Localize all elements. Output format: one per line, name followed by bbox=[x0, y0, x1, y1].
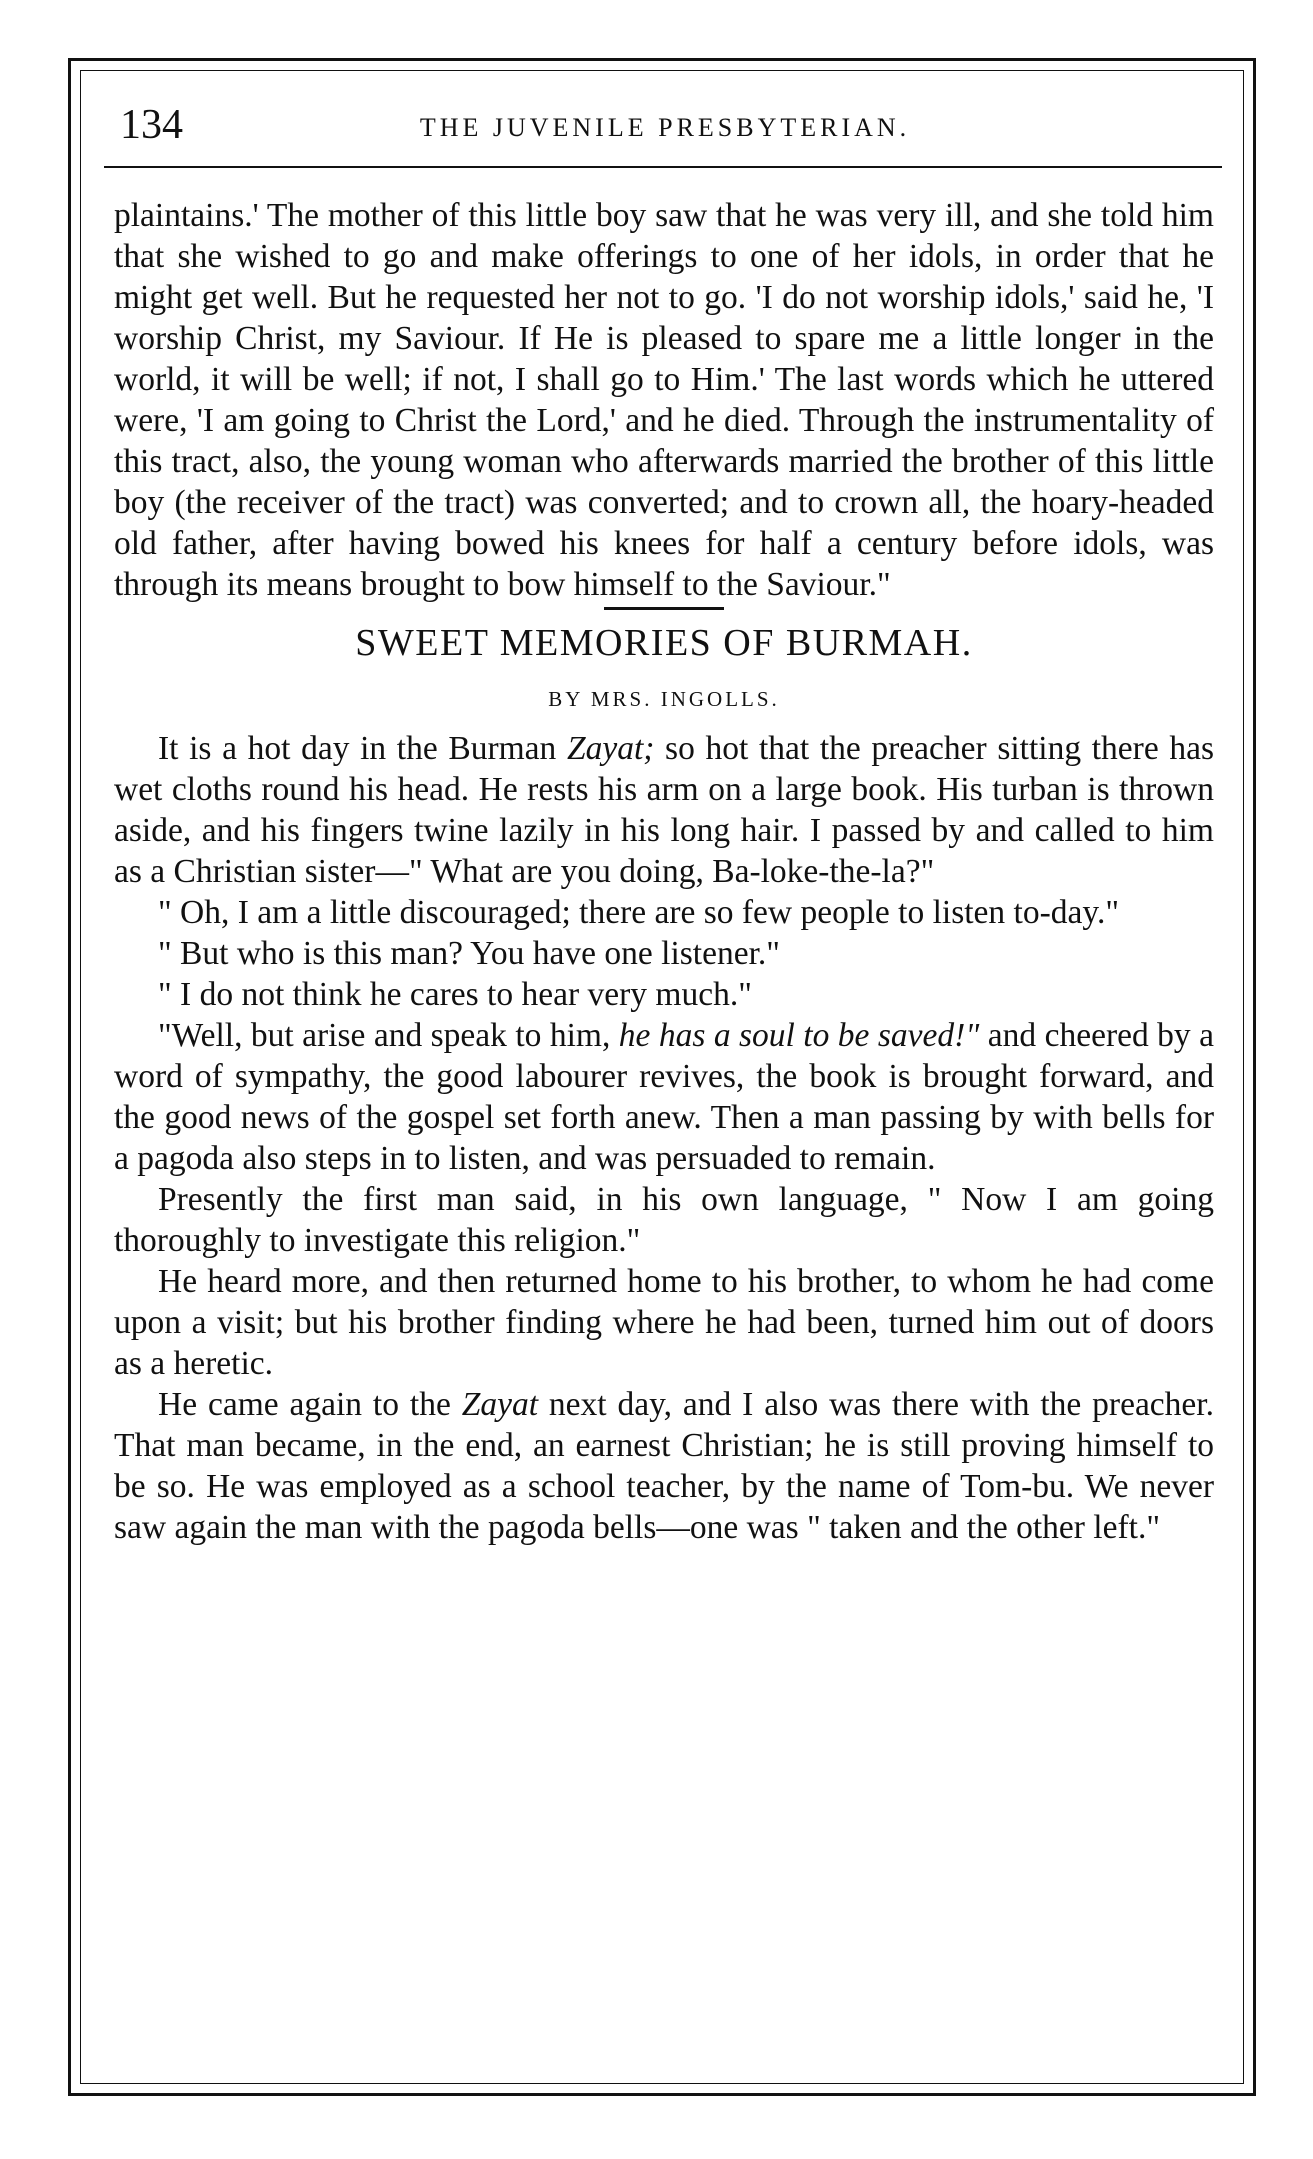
paragraph-6: Presently the first man said, in his own language, " Now I am going thoroughly to investigate this religion." bbox=[114, 1181, 1214, 1259]
continued-paragraph: plaintains.' The mother of this little boy saw that he was very ill, and she told him that she wished to go and make offerings to one of her idols, in order that he might get well. But he requested her not to go. 'I do not worship idols,' said he, 'I worship Christ, my Saviour. If He is pleased to spare me a little longer in the world, it will be well; if not, I shall go to Him.' The last words which he uttered were, 'I am going to Christ the Lord,' and he died. Through the instrumentality of this tract, also, the young woman who afterwards married the brother of this little boy (the receiver of the tract) was converted; and to crown all, the hoary-headed old father, after having bowed his knees for half a century before idols, was through its means brought to bow himself to the Saviour." bbox=[114, 197, 1214, 603]
paragraph-5-italic: he has a soul to be saved!" bbox=[618, 1017, 980, 1054]
article-title: SWEET MEMORIES OF BURMAH. bbox=[355, 622, 973, 664]
paragraph-3: " But who is this man? You have one listener." bbox=[158, 935, 780, 972]
paragraph-8-text-a: He came again to the bbox=[158, 1386, 462, 1423]
paragraph-5 bbox=[114, 1015, 1214, 1179]
article-byline: BY MRS. INGOLLS. bbox=[548, 687, 780, 711]
paragraph-8-text-b: next day, and I also was there with the preacher. That man became, in the end, an earnest Christian; he is still proving himself to be so. He was employed as a school teacher, by the name of Tom-bu. We never saw again the man with the pagoda bells—one was " taken and the other left." bbox=[114, 1386, 1214, 1546]
paragraph-2: " Oh, I am a little discouraged; there are so few people to listen to-day." bbox=[158, 894, 1119, 931]
page-number: 134 bbox=[120, 102, 183, 148]
paragraph-5-text-a: "Well, but arise and speak to him, bbox=[158, 1017, 619, 1054]
paragraph-7: He heard more, and then returned home to his brother, to whom he had come upon a visit; but his brother finding where he had been, turned him out of doors as a heretic. bbox=[114, 1263, 1214, 1382]
paragraph-1-text-a: It is a hot day in the Burman bbox=[158, 730, 567, 767]
page-header bbox=[110, 95, 1220, 155]
paragraph-8-italic: Zayat bbox=[461, 1386, 539, 1423]
paragraph-1 bbox=[114, 728, 1214, 892]
header-rule bbox=[104, 166, 1222, 168]
text-column bbox=[114, 195, 1214, 1548]
paragraph-8 bbox=[114, 1384, 1214, 1548]
paragraph-5-text-b: and cheered by a word of sympathy, the good labourer revives, the book is brought forward, and the good news of the gospel set forth anew. Then a man passing by with bells for a pagoda also steps in to listen, and was persuaded to remain. bbox=[114, 1017, 1214, 1177]
running-head: THE JUVENILE PRESBYTERIAN. bbox=[419, 113, 911, 142]
section-divider bbox=[604, 607, 724, 610]
paragraph-1-text-b: so hot that the preacher sitting there has wet cloths round his head. He rests his arm on a large book. His turban is thrown aside, and his fingers twine lazily in his long hair. I passed by and called to him as a Christian sister—" What are you doing, Ba-loke-the-la?" bbox=[114, 730, 1214, 890]
paragraph-4: " I do not think he cares to hear very much." bbox=[158, 976, 752, 1013]
paragraph-1-italic: Zayat; bbox=[566, 730, 655, 767]
